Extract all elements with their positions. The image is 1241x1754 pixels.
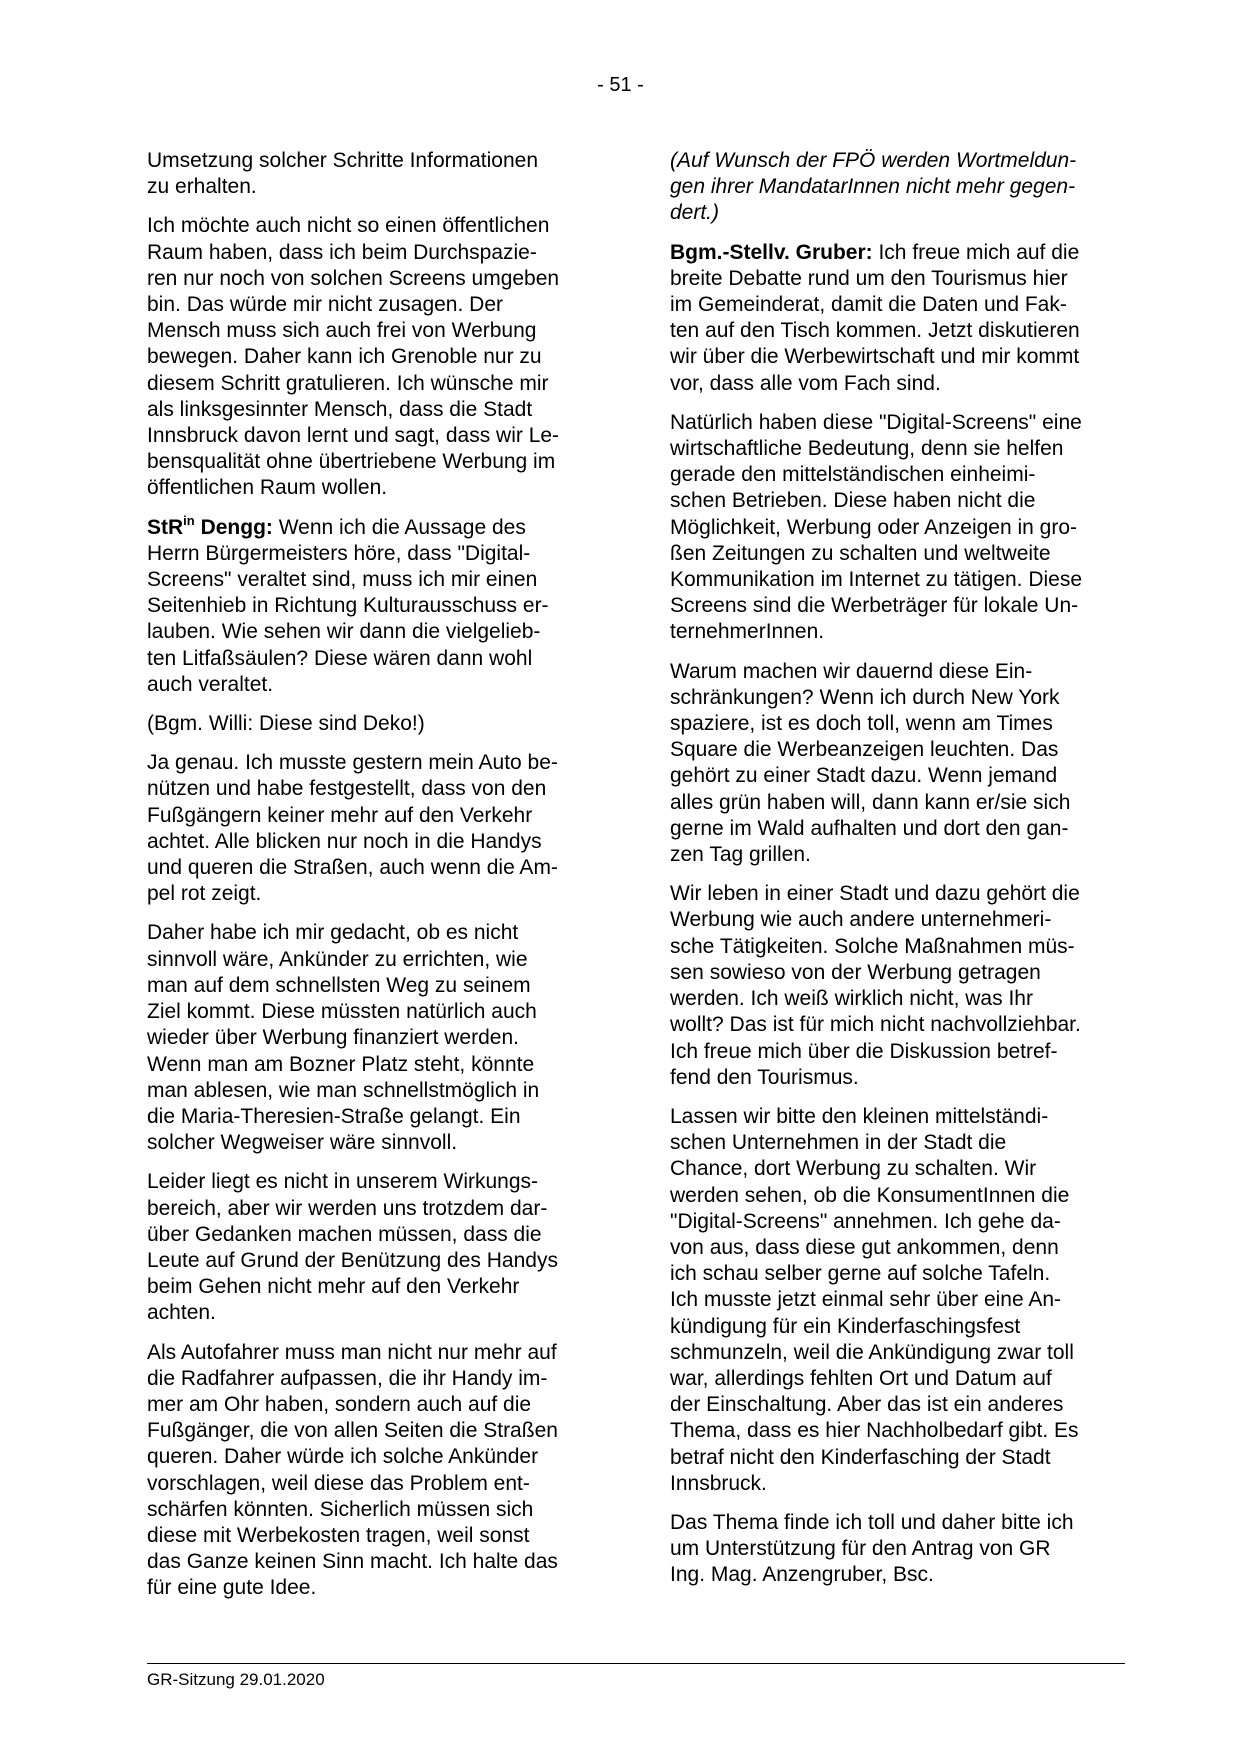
paragraph-line: gerade den mittelständischen einheimi- — [670, 463, 1036, 487]
paragraph-line: sinnvoll wäre, Ankünder zu errichten, wie — [147, 947, 528, 971]
paragraph-line: Das Thema finde ich toll und daher bitte ich — [670, 1510, 1074, 1534]
paragraph-line: beim Gehen nicht mehr auf den Verkehr — [147, 1275, 520, 1299]
paragraph-line: bensqualität ohne übertriebene Werbung im — [147, 450, 556, 474]
paragraph-line: Leute auf Grund der Benützung des Handys — [147, 1248, 558, 1272]
paragraph — [147, 512, 602, 698]
paragraph-line: zen Tag grillen. — [670, 843, 811, 867]
paragraph-line: Mensch muss sich auch frei von Werbung — [147, 319, 537, 343]
footer-session-date: GR-Sitzung 29.01.2020 — [147, 1670, 325, 1689]
speaker-title-superscript: in — [183, 512, 195, 528]
paragraph — [147, 711, 602, 737]
paragraph-line: zu erhalten. — [147, 175, 257, 199]
paragraph-line: Wenn man am Bozner Platz steht, könnte — [147, 1052, 535, 1076]
paragraph-line: Lassen wir bitte den kleinen mittelständi- — [670, 1104, 1049, 1128]
paragraph-line: Wir leben in einer Stadt und dazu gehört die — [670, 882, 1080, 906]
paragraph-line: wirtschaftliche Bedeutung, denn sie helfen — [670, 437, 1064, 461]
paragraph-line: Innsbruck. — [670, 1471, 767, 1495]
paragraph-line: ren nur noch von solchen Screens umgeben — [147, 266, 560, 290]
paragraph-line: für eine gute Idee. — [147, 1576, 317, 1600]
right-column — [670, 148, 1125, 1602]
paragraph-line: wollt? Das ist für mich nicht nachvollziehbar. — [670, 1013, 1081, 1037]
paragraph-line: mer am Ohr haben, sondern auch auf die — [147, 1392, 532, 1416]
paragraph-line: diese mit Werbekosten tragen, weil sonst — [147, 1523, 530, 1547]
paragraph-line: (Auf Wunsch der FPÖ werden Wortmeldun- — [670, 149, 1077, 172]
paragraph-line: Chance, dort Werbung zu schalten. Wir — [670, 1157, 1037, 1181]
paragraph-line: wieder über Werbung finanziert werden. — [147, 1026, 519, 1050]
paragraph-line: ßen Zeitungen zu schalten und weltweite — [670, 541, 1051, 565]
paragraph-line: achtet. Alle blicken nur noch in die Handys — [147, 829, 542, 853]
paragraph-line: werden. Ich weiß wirklich nicht, was Ihr — [670, 987, 1033, 1011]
speech-text: Wenn ich die Aussage des — [272, 515, 526, 539]
paragraph — [147, 750, 602, 907]
paragraph-line: bereich, aber wir werden uns trotzdem dar- — [147, 1196, 548, 1220]
paragraph-line: bin. Das würde mir nicht zusagen. Der — [147, 293, 503, 317]
paragraph — [670, 148, 1125, 227]
paragraph-line: betraf nicht den Kinderfasching der Stadt — [670, 1445, 1051, 1469]
paragraph-line: die Maria-Theresien-Straße gelangt. Ein — [147, 1104, 521, 1128]
speaker-title: StR — [147, 515, 184, 539]
paragraph-line: als linksgesinnter Mensch, dass die Stadt — [147, 397, 533, 421]
speech-text: Ich freue mich auf die — [872, 240, 1080, 264]
paragraph-line: breite Debatte rund um den Tourismus hier — [670, 266, 1068, 290]
paragraph-line: Ing. Mag. Anzengruber, Bsc. — [670, 1563, 934, 1587]
paragraph-line: Daher habe ich mir gedacht, ob es nicht — [147, 921, 519, 945]
paragraph-line: ternehmerInnen. — [670, 620, 825, 644]
paragraph-line: Möglichkeit, Werbung oder Anzeigen in gro- — [670, 515, 1078, 539]
page-number: - 51 - — [597, 74, 644, 96]
paragraph-line: Ja genau. Ich musste gestern mein Auto be- — [147, 751, 558, 775]
paragraph-line: ten Litfaßsäulen? Diese wären dann wohl — [147, 646, 533, 670]
paragraph-line: Innsbruck davon lernt und sagt, dass wir Le- — [147, 424, 560, 448]
paragraph-line: man ablesen, wie man schnellstmöglich in — [147, 1078, 540, 1102]
paragraph-line: über Gedanken machen müssen, dass die — [147, 1222, 542, 1246]
paragraph-line: pel rot zeigt. — [147, 882, 262, 906]
paragraph-line: die Radfahrer aufpassen, die ihr Handy im- — [147, 1366, 548, 1390]
paragraph-line: schmunzeln, weil die Ankündigung zwar toll — [670, 1340, 1074, 1364]
left-column — [147, 148, 602, 1615]
paragraph-line: war, allerdings fehlten Ort und Datum auf — [670, 1366, 1052, 1390]
paragraph-line: Herrn Bürgermeisters höre, dass "Digital- — [147, 541, 531, 565]
footer-divider — [147, 1663, 1125, 1664]
paragraph-line: Umsetzung solcher Schritte Informationen — [147, 149, 539, 172]
paragraph-line: gerne im Wald aufhalten und dort den gan- — [670, 816, 1069, 840]
paragraph-line: öffentlichen Raum wollen. — [147, 476, 388, 500]
speaker-name — [670, 241, 873, 264]
paragraph-line: ich schau selber gerne auf solche Tafeln. — [670, 1262, 1051, 1286]
paragraph — [670, 1104, 1125, 1497]
paragraph — [670, 881, 1125, 1091]
paragraph-line: gehört zu einer Stadt dazu. Wenn jemand — [670, 764, 1058, 788]
paragraph-line: fend den Tourismus. — [670, 1065, 859, 1089]
paragraph-line: man auf dem schnellsten Weg zu seinem — [147, 973, 531, 997]
paragraph-line: und queren die Straßen, auch wenn die Am- — [147, 856, 558, 880]
paragraph-line: sen sowieso von der Werbung getragen — [670, 960, 1041, 984]
paragraph-line: gen ihrer MandatarInnen nicht mehr gegen- — [670, 175, 1076, 199]
paragraph-line: schen Betrieben. Diese haben nicht die — [670, 489, 1036, 513]
paragraph-line: Ziel kommt. Diese müssten natürlich auch — [147, 1000, 537, 1024]
paragraph-line: (Bgm. Willi: Diese sind Deko!) — [147, 712, 425, 736]
paragraph-line: Screens" veraltet sind, muss ich mir einen — [147, 568, 538, 592]
paragraph-line — [147, 512, 602, 541]
paragraph-line: queren. Daher würde ich solche Ankünder — [147, 1445, 539, 1469]
paragraph-line: spaziere, ist es doch toll, wenn am Times — [670, 712, 1053, 736]
paragraph-line: schärfen könnten. Sicherlich müssen sich — [147, 1497, 534, 1521]
paragraph-line: Screens sind die Werbeträger für lokale Un- — [670, 594, 1079, 618]
paragraph-line: Kommunikation im Internet zu tätigen. Diese — [670, 568, 1083, 592]
paragraph — [670, 410, 1125, 646]
paragraph-line: ten auf den Tisch kommen. Jetzt diskutieren — [670, 319, 1080, 343]
paragraph-line: Leider liegt es nicht in unserem Wirkungs- — [147, 1170, 539, 1194]
paragraph — [147, 920, 602, 1156]
paragraph-line: Square die Werbeanzeigen leuchten. Das — [670, 738, 1059, 762]
paragraph-line: Seitenhieb in Richtung Kulturausschuss er- — [147, 594, 549, 618]
paragraph-line: dert.) — [670, 201, 720, 225]
paragraph-line: lauben. Wie sehen wir dann die vielgelieb- — [147, 620, 541, 644]
paragraph-line: von aus, dass diese gut ankommen, denn — [670, 1235, 1059, 1259]
paragraph — [147, 1340, 602, 1602]
paragraph-line: Warum machen wir dauernd diese Ein- — [670, 659, 1033, 683]
paragraph-line: Natürlich haben diese "Digital-Screens" eine — [670, 410, 1082, 434]
speaker-name — [147, 512, 273, 539]
paragraph — [670, 659, 1125, 869]
speaker-surname: Dengg: — [194, 515, 273, 539]
paragraph-line: vor, dass alle vom Fach sind. — [670, 371, 941, 395]
paragraph-line: Werbung wie auch andere unternehmeri- — [670, 908, 1052, 932]
paragraph-line: Thema, dass es hier Nachholbedarf gibt. Es — [670, 1419, 1079, 1443]
paragraph-line: kündigung für ein Kinderfaschingsfest — [670, 1314, 1021, 1338]
paragraph-line: vorschlagen, weil diese das Problem ent- — [147, 1471, 530, 1495]
paragraph-line: bewegen. Daher kann ich Grenoble nur zu — [147, 345, 542, 369]
paragraph — [147, 213, 602, 501]
paragraph-line: der Einschaltung. Aber das ist ein anderes — [670, 1393, 1064, 1417]
paragraph-line: sche Tätigkeiten. Solche Maßnahmen müs- — [670, 934, 1075, 958]
paragraph-line: das Ganze keinen Sinn macht. Ich halte das — [147, 1550, 558, 1574]
paragraph — [147, 148, 602, 200]
paragraph-line: nützen und habe festgestellt, dass von den — [147, 777, 547, 801]
paragraph-line: wir über die Werbewirtschaft und mir kommt — [670, 345, 1080, 369]
paragraph-line: schen Unternehmen in der Stadt die — [670, 1131, 1007, 1155]
paragraph-line: Ich freue mich über die Diskussion betref- — [670, 1039, 1058, 1063]
paragraph-line: achten. — [147, 1301, 216, 1325]
paragraph-line: um Unterstützung für den Antrag von GR — [670, 1537, 1051, 1561]
paragraph-line: solcher Wegweiser wäre sinnvoll. — [147, 1131, 458, 1155]
paragraph-line: werden sehen, ob die KonsumentInnen die — [670, 1183, 1070, 1207]
paragraph-line: im Gemeinderat, damit die Daten und Fak- — [670, 293, 1067, 317]
paragraph-line: Fußgängern keiner mehr auf den Verkehr — [147, 803, 533, 827]
speaker-title: Bgm.-Stellv. Gruber: — [670, 240, 873, 264]
paragraph-line: schränkungen? Wenn ich durch New York — [670, 685, 1060, 709]
paragraph — [147, 1169, 602, 1326]
paragraph-line: Als Autofahrer muss man nicht nur mehr auf — [147, 1340, 557, 1364]
paragraph-line: auch veraltet. — [147, 672, 274, 696]
paragraph-line: Ich möchte auch nicht so einen öffentlichen — [147, 214, 550, 238]
paragraph-line: Raum haben, dass ich beim Durchspazie- — [147, 240, 537, 264]
paragraph-line: Fußgänger, die von allen Seiten die Straßen — [147, 1419, 558, 1443]
paragraph-line: diesem Schritt gratulieren. Ich wünsche mir — [147, 371, 549, 395]
paragraph-line: "Digital-Screens" annehmen. Ich gehe da- — [670, 1209, 1061, 1233]
paragraph-line: alles grün haben will, dann kann er/sie sich — [670, 790, 1071, 814]
paragraph — [670, 240, 1125, 397]
paragraph-line: Ich musste jetzt einmal sehr über eine An- — [670, 1288, 1062, 1312]
paragraph-line — [670, 240, 1125, 266]
paragraph — [670, 1510, 1125, 1589]
